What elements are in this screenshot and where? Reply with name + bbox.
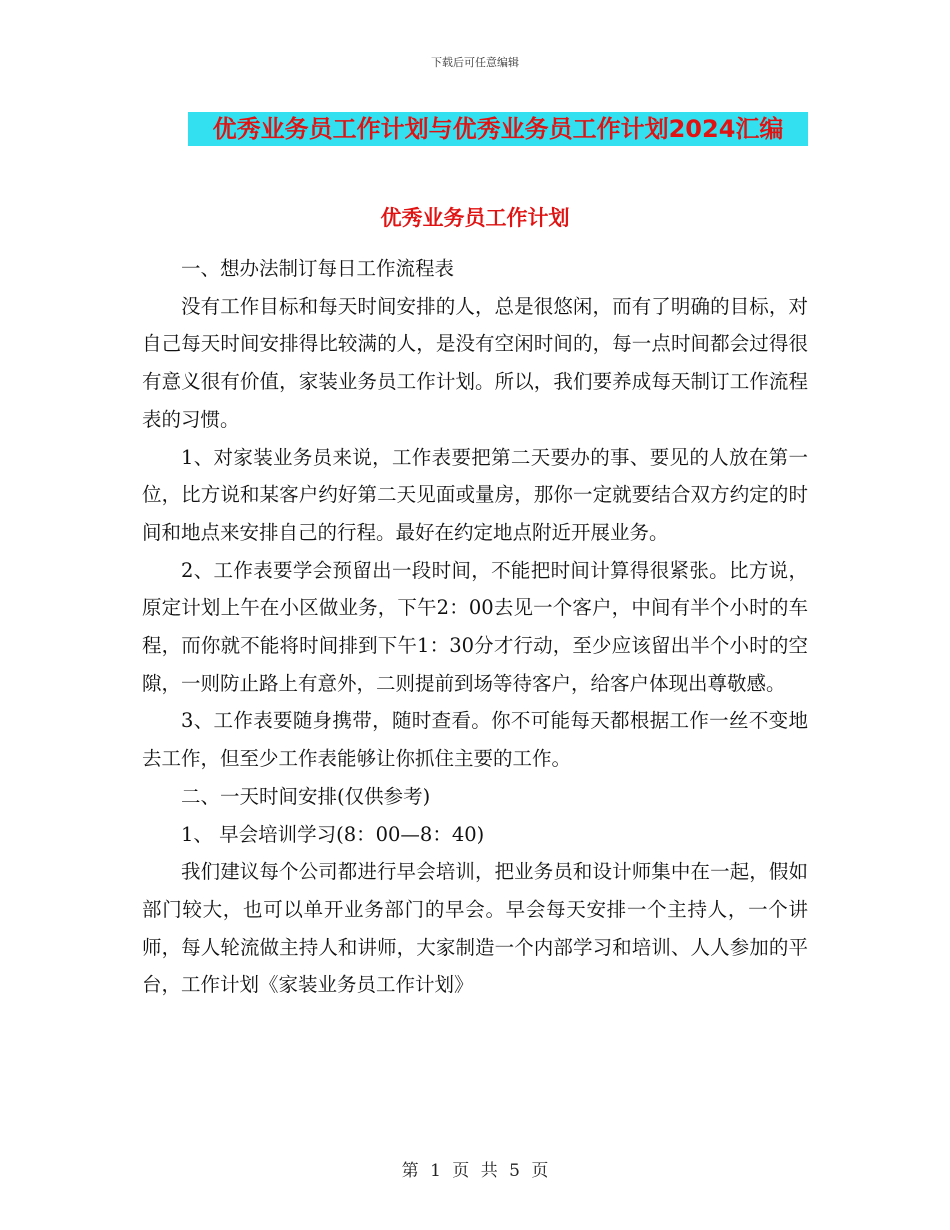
section-title: 优秀业务员工作计划	[380, 206, 570, 230]
paragraph-morning-meeting: 我们建议每个公司都进行早会培训，把业务员和设计师集中在一起，假如部门较大，也可以单开业务部门的早会。早会每天安排一个主持人，一个讲师，每人轮流做主持人和讲师，大家制造一个内部学习和培训、人人参加的平台，工作计划《家装业务员工作计划》	[142, 860, 808, 997]
paragraph-intro: 没有工作目标和每天时间安排的人，总是很悠闲，而有了明确的目标，对自己每天时间安排得比较满的人，是没有空闲时间的，每一点时间都会过得很有意义很有价值，家装业务员工作计划。所以，我们要养成每天制订工作流程表的习惯。	[142, 294, 808, 431]
subheading-morning-meeting: 1、 早会培训学习(8：00—8：40)	[181, 822, 485, 846]
paragraph-item-1: 1、对家装业务员来说，工作表要把第二天要办的事、要见的人放在第一位，比方说和某客户约好第二天见面或量房，那你一定就要结合双方约定的时间和地点来安排自己的行程。最好在约定地点附近开展业务。	[142, 445, 808, 544]
heading-daily-schedule: 一、想办法制订每日工作流程表	[181, 257, 455, 280]
page-number: 第 1 页 共 5 页	[401, 1161, 549, 1181]
paragraph-item-3: 3、工作表要随身携带，随时查看。你不可能每天都根据工作一丝不变地去工作，但至少工作表能够让你抓住主要的工作。	[142, 709, 808, 771]
paragraph-item-2: 2、工作表要学会预留出一段时间，不能把时间计算得很紧张。比方说，原定计划上午在小区做业务，下午2：00去见一个客户，中间有半个小时的车程，而你就不能将时间排到下午1：30分才行动，至少应该留出半个小时的空隙，一则防止路上有意外，二则提前到场等待客户，给客户体现出尊敬感。	[142, 558, 808, 695]
heading-time-arrangement: 二、一天时间安排(仅供参考)	[181, 784, 431, 808]
document-body	[142, 250, 808, 1004]
document-title: 优秀业务员工作计划与优秀业务员工作计划2024汇编	[188, 112, 808, 146]
header-note: 下载后可任意编辑	[431, 56, 519, 69]
